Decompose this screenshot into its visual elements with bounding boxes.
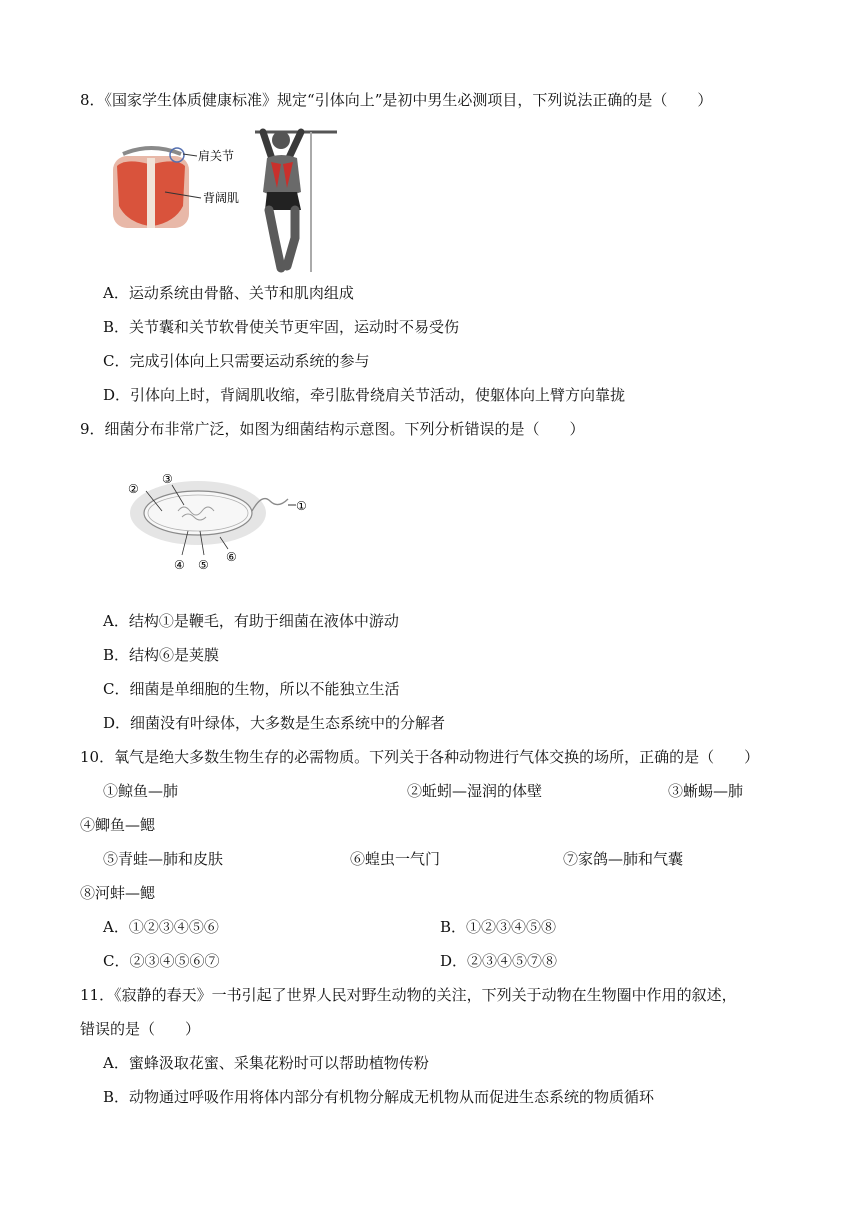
q11-stem-line2: 错误的是（ ）	[80, 1020, 201, 1038]
q10-stem: 10．氧气是绝大多数生物生存的必需物质。下列关于各种动物进行气体交换的场所，正确的是（ ）	[80, 748, 760, 766]
back-muscle-illustration	[113, 148, 189, 228]
q9-stem: 9．细菌分布非常广泛，如图为细菌结构示意图。下列分析错误的是（ ）	[80, 420, 585, 438]
q10-item-8: ⑧河蚌—鳃	[80, 884, 156, 902]
q10-option-d: D．②③④⑤⑦⑧	[440, 952, 558, 970]
label-4: ④	[174, 558, 185, 572]
q8-stem: 8．《国家学生体质健康标准》规定“引体向上”是初中男生必测项目，下列说法正确的是（ ）	[80, 91, 713, 109]
q8-option-a: A．运动系统由骨骼、关节和肌肉组成	[103, 284, 354, 302]
label-shoulder-joint: 肩关节	[198, 149, 235, 163]
q10-item-3: ③蜥蜴—肺	[668, 782, 744, 800]
q8-option-c: C．完成引体向上只需要运动系统的参与	[103, 352, 370, 370]
q10-item-1: ①鲸鱼—肺	[103, 782, 179, 800]
label-3: ③	[162, 472, 173, 486]
q10-item-5: ⑤青蛙—肺和皮肤	[103, 850, 224, 868]
q10-item-7: ⑦家鸽—肺和气囊	[563, 850, 684, 868]
label-2: ②	[128, 482, 139, 496]
q8-option-d: D．引体向上时，背阔肌收缩，牵引肱骨绕肩关节活动，使躯体向上臂方向靠拢	[103, 386, 626, 404]
q10-option-c: C．②③④⑤⑥⑦	[103, 952, 220, 970]
label-1: ①	[296, 499, 307, 513]
q10-item-4: ④鲫鱼—鳃	[80, 816, 156, 834]
label-latissimus: 背阔肌	[203, 191, 240, 205]
q9-option-a: A．结构①是鞭毛，有助于细菌在液体中游动	[103, 612, 399, 630]
q9-option-d: D．细菌没有叶绿体，大多数是生态系统中的分解者	[103, 714, 446, 732]
q10-option-b: B．①②③④⑤⑧	[440, 918, 557, 936]
q9-option-c: C．细菌是单细胞的生物，所以不能独立生活	[103, 680, 400, 698]
q9-bacteria-figure	[120, 465, 320, 577]
q10-item-2: ②蚯蚓—湿润的体壁	[407, 782, 543, 800]
q8-option-b: B．关节囊和关节软骨使关节更牢固，运动时不易受伤	[103, 318, 460, 336]
q10-item-6: ⑥蝗虫一气门	[350, 850, 441, 868]
pullup-person-illustration	[255, 131, 337, 272]
label-5: ⑤	[198, 558, 209, 572]
q11-option-b: B．动物通过呼吸作用将体内部分有机物分解成无机物从而促进生态系统的物质循环	[103, 1088, 655, 1106]
q10-option-a: A．①②③④⑤⑥	[103, 918, 219, 936]
q11-option-a: A．蜜蜂汲取花蜜、采集花粉时可以帮助植物传粉	[103, 1054, 429, 1072]
q9-option-b: B．结构⑥是荚膜	[103, 646, 220, 664]
q8-pullup-figure	[105, 118, 365, 274]
label-6: ⑥	[226, 550, 237, 564]
q11-stem-line1: 11．《寂静的春天》一书引起了世界人民对野生动物的关注，下列关于动物在生物圈中作用的叙述，	[80, 986, 737, 1004]
